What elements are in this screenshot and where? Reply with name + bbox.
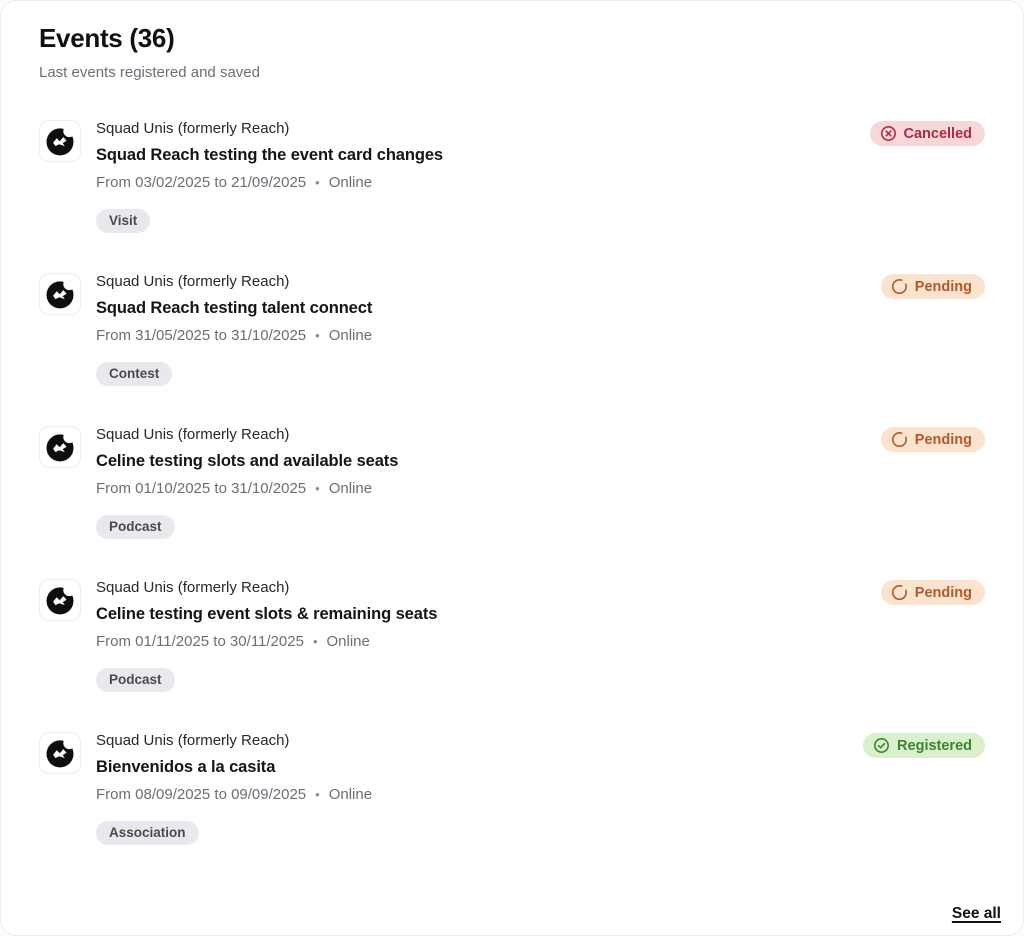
status-label: Registered: [897, 737, 972, 754]
category-tag: Contest: [96, 362, 172, 386]
event-meta: [96, 172, 443, 194]
event-title: Celine testing event slots & remaining seats: [96, 605, 438, 623]
event-dates: From 08/09/2025 to 09/09/2025: [96, 786, 307, 803]
squad-unis-logo-icon: [45, 279, 75, 309]
status-label: Cancelled: [903, 125, 972, 142]
pending-arc-icon: [891, 431, 908, 448]
organizer-avatar: [39, 426, 81, 468]
status-badge: [870, 121, 986, 146]
organizer-avatar: [39, 120, 81, 162]
dot-separator: •: [315, 328, 320, 343]
event-card[interactable]: [39, 118, 985, 233]
dot-separator: •: [315, 787, 320, 802]
event-body: [96, 118, 443, 233]
event-title: Celine testing slots and available seats: [96, 452, 399, 470]
status-label: Pending: [914, 431, 972, 448]
event-dates: From 01/11/2025 to 30/11/2025: [96, 633, 304, 650]
category-tag: Podcast: [96, 668, 175, 692]
event-body: [96, 424, 398, 539]
organizer-avatar: [39, 579, 81, 621]
status-badge: [881, 427, 985, 452]
event-meta: [96, 784, 372, 806]
dot-separator: •: [315, 175, 320, 190]
pending-arc-icon: [891, 278, 908, 295]
event-title: Squad Reach testing talent connect: [96, 299, 373, 317]
event-meta: [96, 631, 437, 653]
status-label: Pending: [914, 278, 972, 295]
organizer-name: Squad Unis (formerly Reach): [96, 579, 290, 596]
event-location: Online: [328, 480, 373, 497]
category-tag: Visit: [96, 209, 150, 233]
event-title: Squad Reach testing the event card changes: [96, 146, 443, 164]
event-meta: [96, 478, 398, 500]
status-badge: [863, 733, 985, 758]
organizer-name: Squad Unis (formerly Reach): [96, 732, 290, 749]
category-tag: Podcast: [96, 515, 175, 539]
pending-arc-icon: [891, 584, 908, 601]
event-location: Online: [328, 327, 373, 344]
status-badge: [881, 580, 985, 605]
squad-unis-logo-icon: [45, 432, 75, 462]
event-card[interactable]: [39, 271, 985, 386]
event-body: [96, 730, 372, 845]
see-all-link[interactable]: See all: [951, 905, 1001, 922]
dot-separator: •: [315, 481, 320, 496]
organizer-avatar: [39, 273, 81, 315]
event-location: Online: [326, 633, 370, 650]
event-dates: From 31/05/2025 to 31/10/2025: [96, 327, 307, 344]
squad-unis-logo-icon: [45, 585, 75, 615]
circle-check-icon: [873, 737, 890, 754]
organizer-avatar: [39, 732, 81, 774]
circle-x-icon: [880, 125, 897, 142]
event-card[interactable]: [39, 424, 985, 539]
event-dates: From 03/02/2025 to 21/09/2025: [96, 174, 307, 191]
event-body: [96, 577, 437, 692]
event-location: Online: [328, 786, 373, 803]
status-label: Pending: [914, 584, 972, 601]
page-subtitle: Last events registered and saved: [39, 64, 260, 81]
page-title: Events (36): [39, 23, 175, 53]
event-title: Bienvenidos a la casita: [96, 758, 276, 776]
organizer-name: Squad Unis (formerly Reach): [96, 426, 290, 443]
squad-unis-logo-icon: [45, 126, 75, 156]
organizer-name: Squad Unis (formerly Reach): [96, 273, 290, 290]
event-body: [96, 271, 372, 386]
event-dates: From 01/10/2025 to 31/10/2025: [96, 480, 307, 497]
event-location: Online: [328, 174, 373, 191]
event-list: [39, 118, 985, 845]
event-card[interactable]: [39, 577, 985, 692]
status-badge: [881, 274, 985, 299]
event-meta: [96, 325, 372, 347]
event-card[interactable]: [39, 730, 985, 845]
dot-separator: •: [312, 634, 318, 649]
squad-unis-logo-icon: [45, 738, 75, 768]
organizer-name: Squad Unis (formerly Reach): [96, 120, 290, 137]
category-tag: Association: [96, 821, 199, 845]
